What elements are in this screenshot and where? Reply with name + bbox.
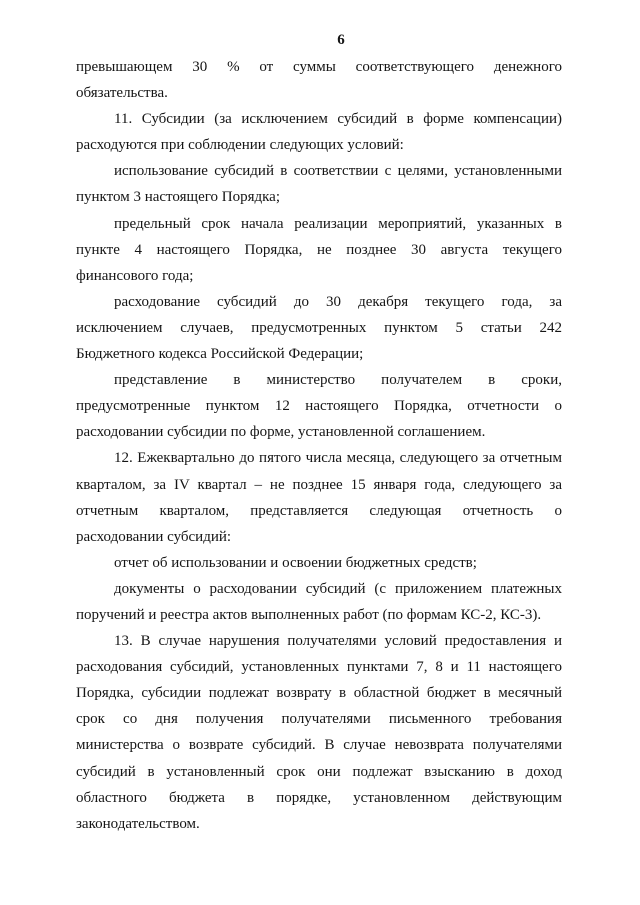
text-line: использование субсидий в соответствии с целями, установленными	[114, 163, 562, 180]
condition-item-paragraph	[76, 289, 562, 367]
text-line: расходуются при соблюдении следующих условий:	[76, 137, 404, 154]
text-line: 11. Субсидии (за исключением субсидий в форме компенсации)	[114, 111, 562, 128]
text-line: пункте 4 настоящего Порядка, не позднее 30 августа текущего	[76, 241, 562, 258]
clause-12-paragraph	[76, 445, 562, 549]
text-line: отчет об использовании и освоении бюджетных средств;	[114, 554, 477, 571]
text-line: срок со дня получения получателями письменного требования	[76, 711, 562, 728]
text-line: исключением случаев, предусмотренных пунктом 5 статьи 242	[76, 319, 562, 336]
text-line: финансового года;	[76, 267, 194, 284]
text-line: 12. Ежеквартально до пятого числа месяца, следующего за отчетным	[114, 450, 562, 467]
text-line: поручений и реестра актов выполненных работ (по формам КС-2, КС-3).	[76, 606, 542, 623]
report-item-paragraph	[76, 550, 562, 576]
text-line: предусмотренные пунктом 12 настоящего Порядка, отчетности о	[76, 398, 562, 415]
text-line: расходование субсидий до 30 декабря текущего года, за	[114, 293, 562, 310]
document-body	[76, 54, 562, 837]
text-line: расходовании субсидии по форме, установленной соглашением.	[76, 424, 486, 441]
text-line: расходовании субсидий:	[76, 528, 232, 545]
text-line: областного бюджета в порядке, установленном действующим	[76, 789, 562, 806]
text-line: представление в министерство получателем в сроки,	[114, 372, 562, 389]
text-line: субсидий в установленный срок они подлежат взысканию в доход	[76, 763, 562, 780]
text-line: Бюджетного кодекса Российской Федерации;	[76, 346, 364, 363]
text-line: кварталом, за IV квартал – не позднее 15 января года, следующего за	[76, 476, 562, 493]
text-line: министерства о возврате субсидий. В случае невозврата получателями	[76, 737, 562, 754]
text-line: отчетным кварталом, представляется следующая отчетность о	[76, 502, 562, 519]
condition-item-paragraph	[76, 211, 562, 289]
clause-13-paragraph	[76, 628, 562, 837]
text-line: документы о расходовании субсидий (с приложением платежных	[114, 580, 562, 597]
text-line: расходования субсидий, установленных пунктами 7, 8 и 11 настоящего	[76, 659, 562, 676]
text-line: Порядка, субсидии подлежат возврату в областной бюджет в месячный	[76, 685, 562, 702]
text-line: превышающем 30 % от суммы соответствующего денежного	[76, 59, 562, 75]
text-line: законодательством.	[76, 815, 200, 832]
text-line: предельный срок начала реализации мероприятий, указанных в	[114, 215, 562, 232]
condition-item-paragraph	[76, 158, 562, 210]
text-line: 13. В случае нарушения получателями условий предоставления и	[114, 633, 562, 650]
page-number: 6	[337, 32, 345, 48]
clause-11-paragraph	[76, 106, 562, 158]
report-item-paragraph	[76, 576, 562, 628]
paragraph-continuation	[76, 54, 562, 106]
condition-item-paragraph	[76, 367, 562, 445]
text-line: обязательства.	[76, 85, 168, 102]
text-line: пунктом 3 настоящего Порядка;	[76, 189, 281, 206]
